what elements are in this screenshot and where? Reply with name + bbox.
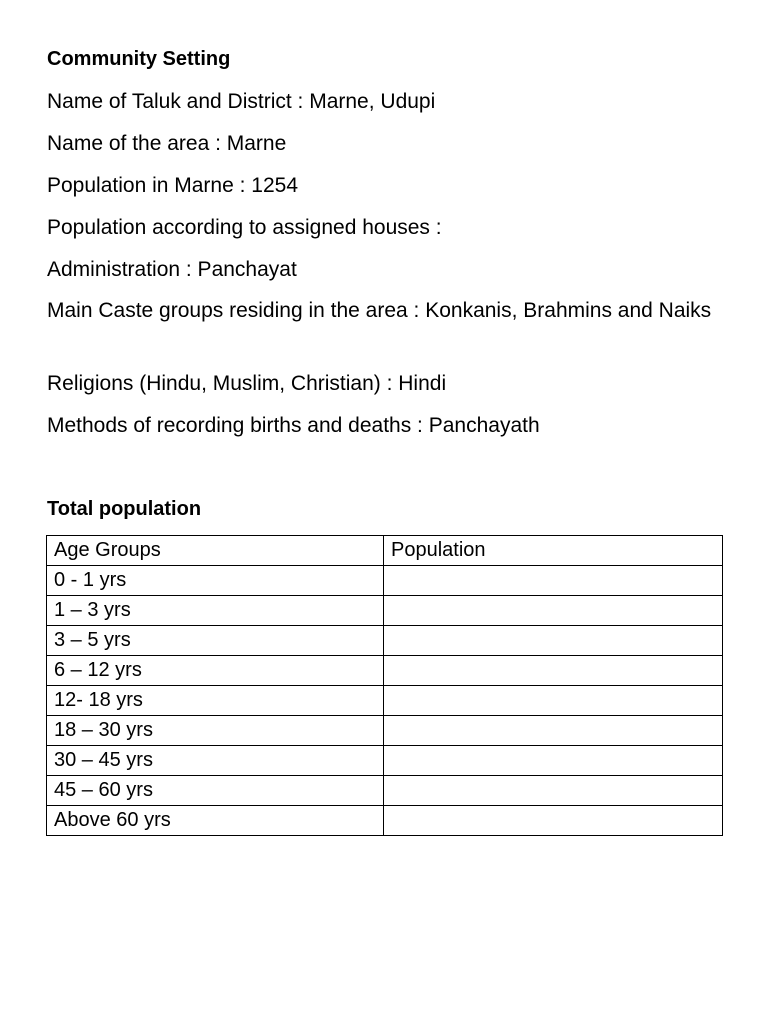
age-group-cell: 30 – 45 yrs [47, 746, 384, 776]
age-group-cell: Above 60 yrs [47, 806, 384, 836]
population-cell [384, 656, 723, 686]
header-age-groups: Age Groups [47, 536, 384, 566]
population-cell [384, 746, 723, 776]
population-cell [384, 806, 723, 836]
population-cell [384, 566, 723, 596]
table-row [47, 686, 723, 716]
age-group-cell: 18 – 30 yrs [47, 716, 384, 746]
total-population-heading: Total population [47, 498, 202, 520]
caste-groups-line: Main Caste groups residing in the area : Konkanis, Brahmins and Naiks [47, 299, 712, 322]
table-row [47, 596, 723, 626]
table-row [47, 746, 723, 776]
area-name-line: Name of the area : Marne [47, 132, 287, 155]
age-group-cell: 3 – 5 yrs [47, 626, 384, 656]
population-table [46, 535, 723, 836]
table-row [47, 656, 723, 686]
table-row [47, 776, 723, 806]
population-cell [384, 716, 723, 746]
population-cell [384, 596, 723, 626]
population-cell [384, 626, 723, 656]
population-cell [384, 776, 723, 806]
table-row [47, 806, 723, 836]
houses-population-line: Population according to assigned houses : [47, 216, 442, 239]
age-group-cell: 12- 18 yrs [47, 686, 384, 716]
table-row [47, 566, 723, 596]
births-deaths-line: Methods of recording births and deaths : Panchayath [47, 414, 540, 437]
population-cell [384, 686, 723, 716]
population-line: Population in Marne : 1254 [47, 174, 299, 197]
age-group-cell: 6 – 12 yrs [47, 656, 384, 686]
taluk-district-line: Name of Taluk and District : Marne, Udupi [47, 90, 436, 113]
header-population: Population [384, 536, 723, 566]
age-group-cell: 45 – 60 yrs [47, 776, 384, 806]
table-row [47, 626, 723, 656]
age-group-cell: 1 – 3 yrs [47, 596, 384, 626]
religions-line: Religions (Hindu, Muslim, Christian) : Hindi [47, 372, 447, 395]
administration-line: Administration : Panchayat [47, 258, 297, 281]
age-group-cell: 0 - 1 yrs [47, 566, 384, 596]
table-row [47, 716, 723, 746]
community-setting-heading: Community Setting [47, 48, 231, 70]
table-header-row [47, 536, 723, 566]
